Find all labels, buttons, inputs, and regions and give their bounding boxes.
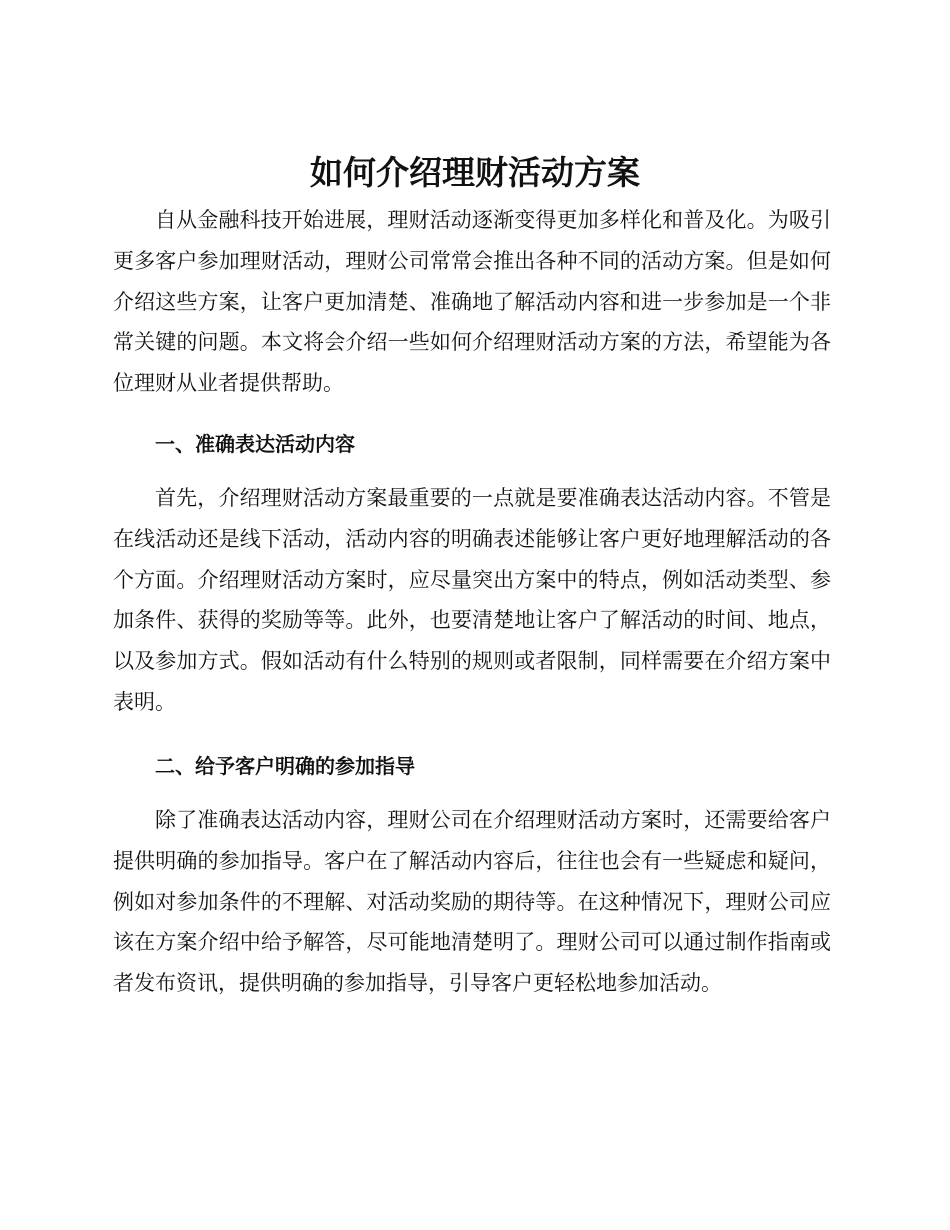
intro-paragraph: 自从金融科技开始进展，理财活动逐渐变得更加多样化和普及化。为吸引更多客户参加理财活动，理财公司常常会推出各种不同的活动方案。但是如何介绍这些方案，让客户更加清楚、准确地了解活动内容和进一步参加是一个非常关键的问题。本文将会介绍一些如何介绍理财活动方案的方法，希望能为各位理财从业者提供帮助。 [113, 208, 831, 396]
section-1-paragraph: 首先，介绍理财活动方案最重要的一点就是要准确表达活动内容。不管是在线活动还是线下活动，活动内容的明确表述能够让客户更好地理解活动的各个方面。介绍理财活动方案时，应尽量突出方案中的特点，例如活动类型、参加条件、获得的奖励等等。此外，也要清楚地让客户了解活动的时间、地点，以及参加方式。假如活动有什么特别的规则或者限制，同样需要在介绍方案中表明。 [113, 486, 831, 714]
section-heading-1: 一、准确表达活动内容 [155, 432, 355, 456]
section-2-paragraph: 除了准确表达活动内容，理财公司在介绍理财活动方案时，还需要给客户提供明确的参加指导。客户在了解活动内容后，往往也会有一些疑虑和疑问，例如对参加条件的不理解、对活动奖励的期待等。在这种情况下，理财公司应该在方案介绍中给予解答，尽可能地清楚明了。理财公司可以通过制作指南或者发布资讯，提供明确的参加指导，引导客户更轻松地参加活动。 [113, 808, 831, 996]
section-heading-2: 二、给予客户明确的参加指导 [155, 754, 415, 778]
document-title: 如何介绍理财活动方案 [310, 153, 640, 192]
